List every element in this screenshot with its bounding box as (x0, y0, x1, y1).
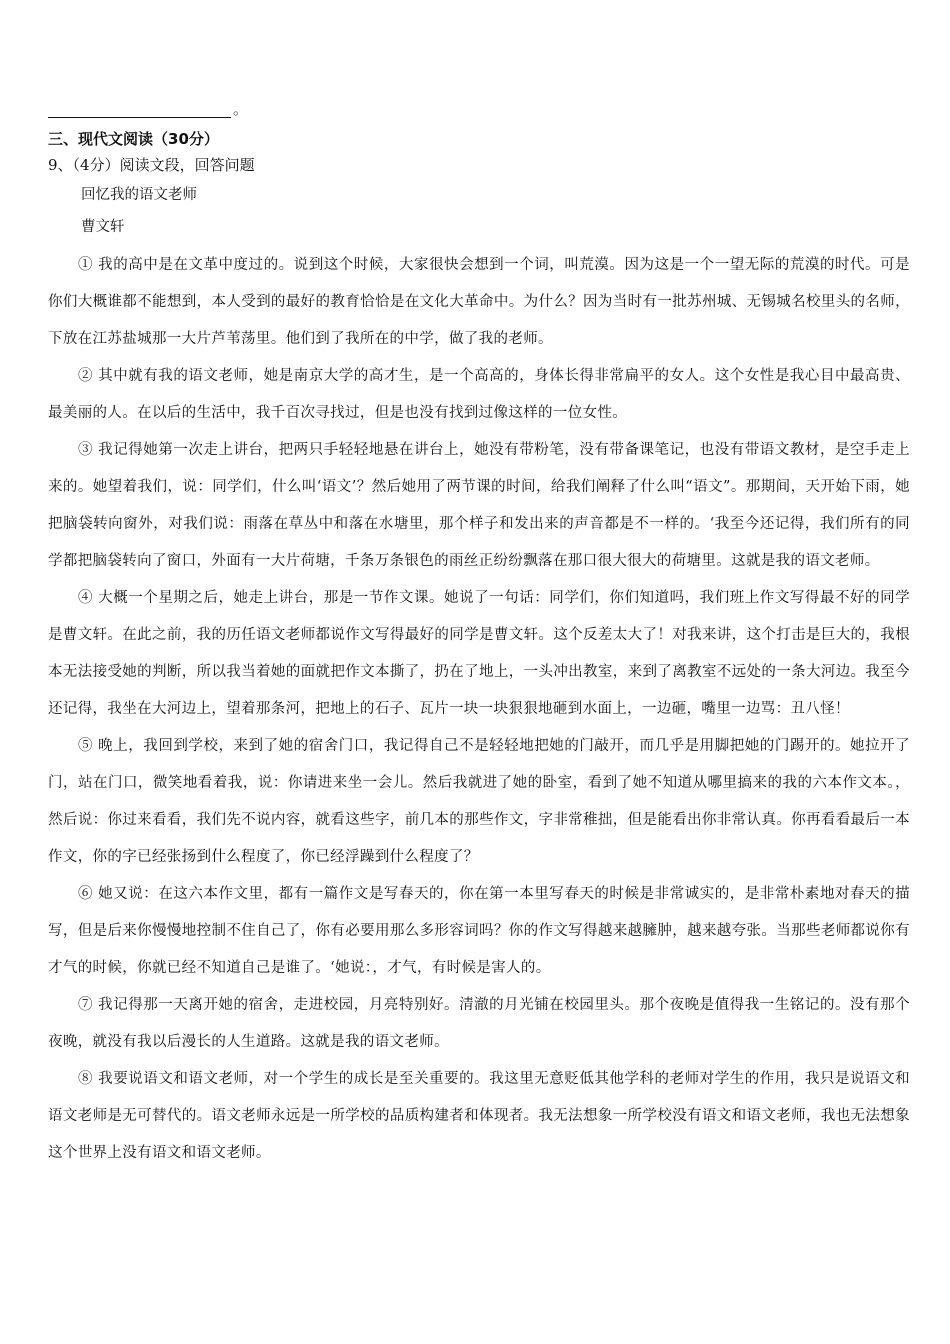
passage-paragraph-4: ④ 大概一个星期之后，她走上讲台，那是一节作文课。她说了一句话：同学们，你们知道吗，我们班上作文写得最不好的同学是曹文轩。在此之前，我的历任语文老师都说作文写得最好的同学是曹文轩。这个反差太大了！对我来讲，这个打击是巨大的，我根本无法接受她的判断，所以我当着她的面就把作文本撕了，扔在了地上，一头冲出教室，来到了离教室不远处的一条大河边。我至今还记得，我坐在大河边上，望着那条河，把地上的石子、瓦片一块一块狠狠地砸到水面上，一边砸，嘴里一边骂：丑八怪！ (48, 590, 910, 717)
section-heading: 三、现代文阅读（30分） (48, 130, 219, 148)
exam-page (48, 96, 910, 1172)
answer-blank[interactable] (48, 99, 231, 118)
passage-title: 回忆我的语文老师 (81, 187, 197, 203)
passage-body (48, 247, 910, 1172)
passage-paragraph-7: ⑦ 我记得那一天离开她的宿舍，走进校园，月亮特别好。清澈的月光铺在校园里头。那个夜晚是值得我一生铭记的。没有那个夜晚，就没有我以后漫长的人生道路。这就是我的语文老师。 (48, 997, 910, 1050)
passage-paragraph-1: ① 我的高中是在文革中度过的。说到这个时候，大家很快会想到一个词，叫荒漠。因为这是一个一望无际的荒漠的时代。可是你们大概谁都不能想到，本人受到的最好的教育恰恰是在文化大革命中。为什么？因为当时有一批苏州城、无锡城名校里头的名师，下放在江苏盐城那一大片芦苇荡里。他们到了我所在的中学，做了我的老师。 (48, 257, 910, 347)
answer-blank-line (48, 96, 910, 118)
passage-author: 曹文轩 (81, 219, 125, 235)
passage-paragraph-6: ⑥ 她又说：在这六本作文里，都有一篇作文是写春天的，你在第一本里写春天的时候是非常诚实的，是非常朴素地对春天的描写，但是后来你慢慢地控制不住自己了，你有必要用那么多形容词吗？你的作文写得越来越臃肿，越来越夸张。当那些老师都说你有才气的时候，你就已经不知道自己是谁了。‘她说：，才气，有时候是害人的。 (48, 886, 910, 976)
passage-paragraph-5: ⑤ 晚上，我回到学校，来到了她的宿舍门口，我记得自己不是轻轻地把她的门敲开，而几乎是用脚把她的门踢开的。她拉开了门，站在门口，微笑地看着我，说：你请进来坐一会儿。然后我就进了她的卧室，看到了她不知道从哪里搞来的我的六本作文本。，然后说：你过来看看，我们先不说内容，就看这些字，前几本的那些作文，字非常稚拙，但是能看出你非常认真。你再看看最后一本作文，你的字已经张扬到什么程度了，你已经浮躁到什么程度了？ (48, 738, 910, 865)
passage-paragraph-8: ⑧ 我要说语文和语文老师，对一个学生的成长是至关重要的。我这里无意贬低其他学科的老师对学生的作用，我只是说语文和语文老师是无可替代的。语文老师永远是一所学校的品质构建者和体现者。我无法想象一所学校没有语文和语文老师，我也无法想象这个世界上没有语文和语文老师。 (48, 1071, 910, 1161)
question-label: 9、（4分）阅读文段，回答问题 (48, 156, 255, 174)
blank-period: 。 (233, 100, 249, 118)
passage-paragraph-2: ② 其中就有我的语文老师，她是南京大学的高才生，是一个高高的，身体长得非常扁平的女人。这个女性是我心目中最高贵、最美丽的人。在以后的生活中，我千百次寻找过，但是也没有找到过像这样的一位女性。 (48, 368, 910, 421)
passage-paragraph-3: ③ 我记得她第一次走上讲台，把两只手轻轻地悬在讲台上，她没有带粉笔，没有带备课笔记，也没有带语文教材，是空手走上来的。她望着我们，说：同学们，什么叫‘语文’？然后她用了两节课的时间，给我们阐释了什么叫“语文”。那期间，天开始下雨，她把脑袋转向窗外，对我们说：雨落在草丛中和落在水塘里，那个样子和发出来的声音都是不一样的。‘我至今还记得，我们所有的同学都把脑袋转向了窗口，外面有一大片荷塘，千条万条银色的雨丝正纷纷飘落在那口很大很大的荷塘里。这就是我的语文老师。 (48, 442, 910, 569)
